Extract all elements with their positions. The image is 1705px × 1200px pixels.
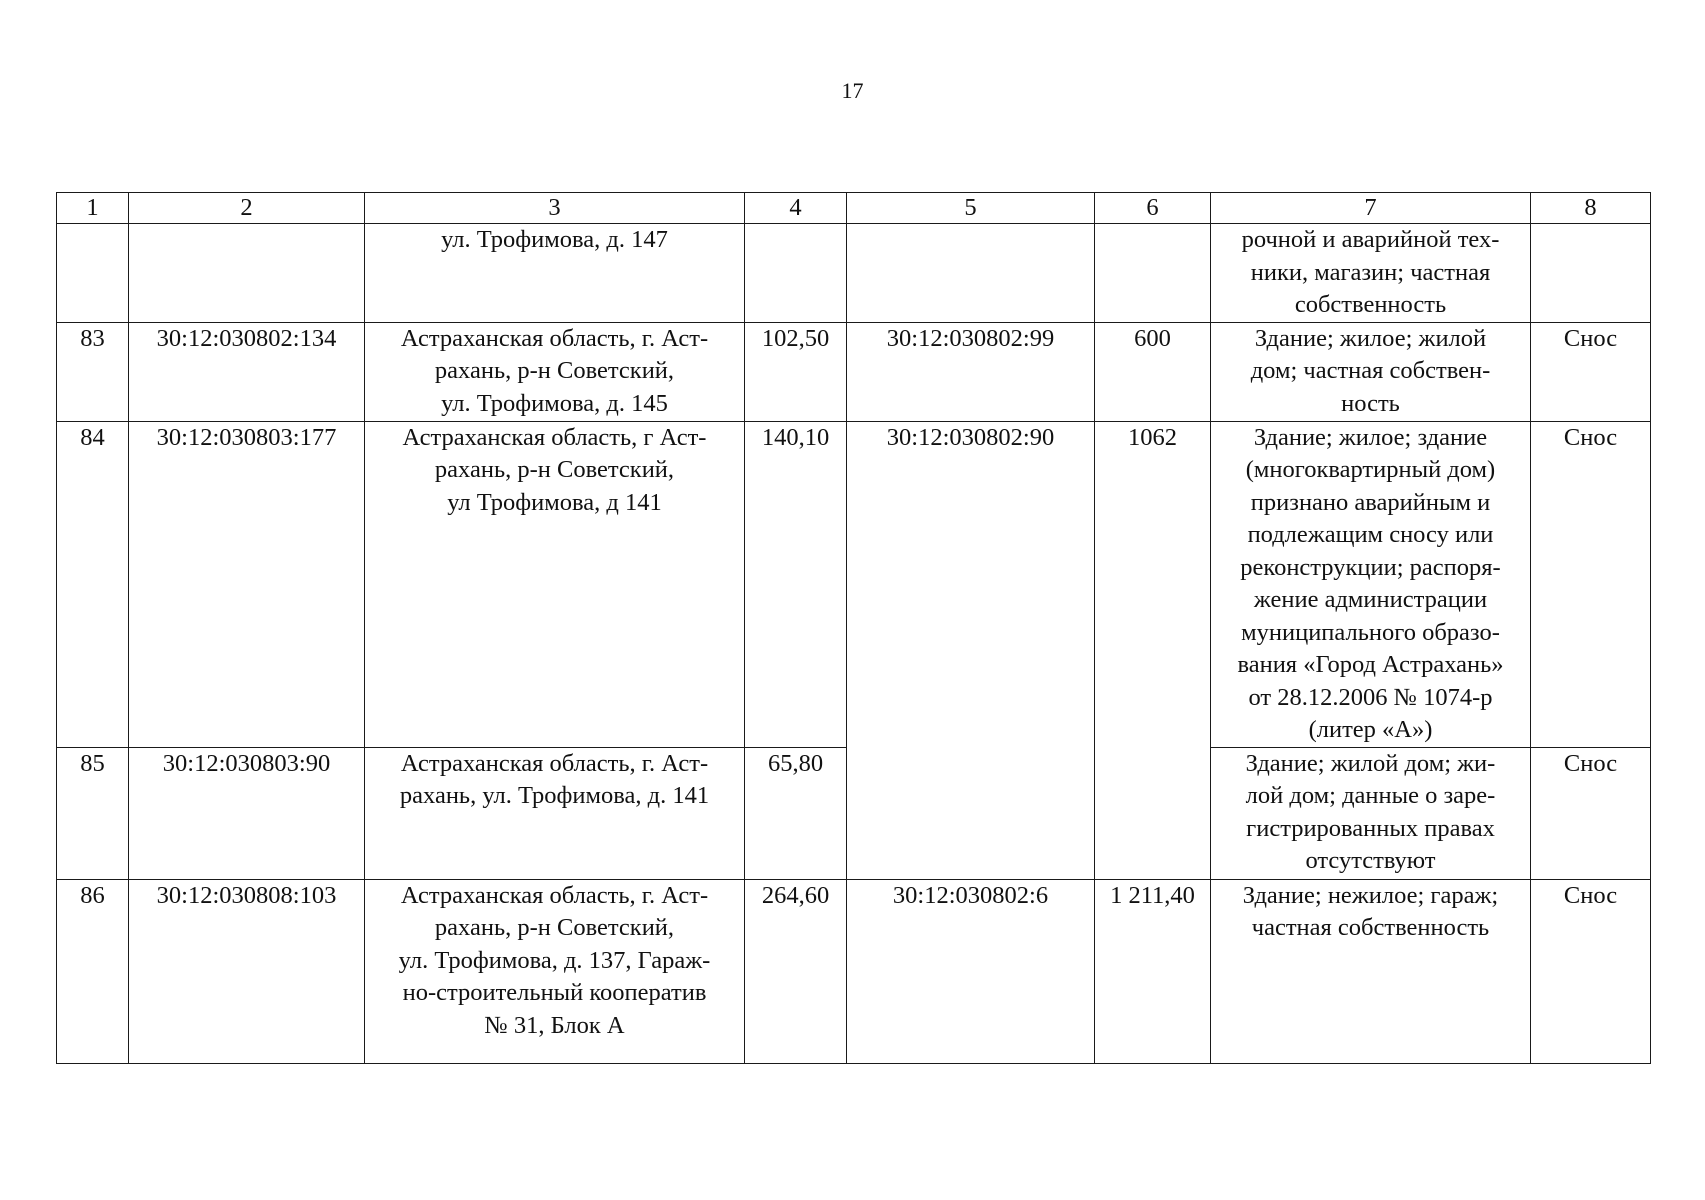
description-line: вания «Город Астрахань» <box>1237 651 1504 678</box>
cell-address <box>365 421 745 747</box>
cell-action: Снос <box>1531 421 1651 747</box>
address-line: рахань, ул. Трофимова, д. 141 <box>399 782 710 809</box>
column-header: 8 <box>1531 193 1651 224</box>
description-line: от 28.12.2006 № 1074-р <box>1248 683 1493 711</box>
address-line: ул. Трофимова, д. 145 <box>441 389 668 417</box>
cell-address <box>365 747 745 879</box>
column-header: 7 <box>1211 193 1531 224</box>
column-number-row <box>57 193 1651 224</box>
register-table <box>56 192 1651 1064</box>
description-line: признано аварийным и <box>1250 488 1491 516</box>
cell-area <box>745 224 847 323</box>
column-header: 5 <box>847 193 1095 224</box>
cell-num: 86 <box>57 879 129 1063</box>
description-line: Здание; жилое; жилой <box>1254 324 1487 352</box>
column-header: 3 <box>365 193 745 224</box>
description-line: рочной и аварийной тех- <box>1241 226 1500 253</box>
cell-cadastral: 30:12:030808:103 <box>129 879 365 1063</box>
cell-description <box>1211 747 1531 879</box>
column-header: 4 <box>745 193 847 224</box>
address-line: ул. Трофимова, д. 137, Гараж- <box>398 946 711 974</box>
description-line: реконструкции; распоря- <box>1240 553 1501 581</box>
description-line: ники, магазин; частная <box>1250 258 1491 286</box>
cell-cadastral: 30:12:030803:177 <box>129 421 365 747</box>
cell-area: 102,50 <box>745 322 847 421</box>
cell-land-cadastral <box>847 224 1095 323</box>
address-line: ул Трофимова, д 141 <box>447 488 662 516</box>
address-line: рахань, р-н Советский, <box>434 357 675 384</box>
cell-description <box>1211 322 1531 421</box>
cell-land-area <box>1095 224 1211 323</box>
cell-land-cadastral: 30:12:030802:99 <box>847 322 1095 421</box>
cell-description <box>1211 224 1531 323</box>
table-row <box>57 322 1651 421</box>
address-line: рахань, р-н Советский, <box>434 914 675 941</box>
column-header: 6 <box>1095 193 1211 224</box>
description-line: Здание; жилой дом; жи- <box>1245 749 1496 777</box>
cell-area: 140,10 <box>745 421 847 747</box>
cell-action <box>1531 224 1651 323</box>
cell-address <box>365 322 745 421</box>
description-line: Здание; жилое; здание <box>1253 423 1488 451</box>
column-header: 1 <box>57 193 129 224</box>
cell-action: Снос <box>1531 322 1651 421</box>
description-line: собственность <box>1294 291 1447 318</box>
table-row <box>57 879 1651 1063</box>
cell-num: 84 <box>57 421 129 747</box>
cell-cadastral: 30:12:030802:134 <box>129 322 365 421</box>
cell-address <box>365 224 745 323</box>
cell-description <box>1211 879 1531 1063</box>
description-line: гистрированных правах <box>1246 814 1495 842</box>
description-line: жение администрации <box>1253 586 1488 613</box>
cell-land-area: 600 <box>1095 322 1211 421</box>
cell-cadastral <box>129 224 365 323</box>
cell-action: Снос <box>1531 747 1651 879</box>
cell-num: 85 <box>57 747 129 879</box>
cell-land-cadastral: 30:12:030802:90 <box>847 421 1095 879</box>
description-line: (многоквартирный дом) <box>1245 456 1496 483</box>
address-line: но-строительный кооператив <box>402 979 707 1006</box>
description-line: ность <box>1341 389 1400 417</box>
description-line: дом; частная собствен- <box>1250 357 1491 384</box>
description-line: подлежащим сносу или <box>1247 521 1494 548</box>
cell-action: Снос <box>1531 879 1651 1063</box>
address-line: Астраханская область, г. Аст- <box>400 881 709 909</box>
address-line: Астраханская область, г. Аст- <box>400 324 709 352</box>
description-line: муниципального образо- <box>1241 618 1500 646</box>
cell-land-area: 1 211,40 <box>1095 879 1211 1063</box>
cell-address <box>365 879 745 1063</box>
address-line: ул. Трофимова, д. 147 <box>441 226 668 253</box>
cell-land-cadastral: 30:12:030802:6 <box>847 879 1095 1063</box>
description-line: Здание; нежилое; гараж; <box>1242 881 1499 909</box>
description-line: (литер «А») <box>1308 716 1433 743</box>
cell-num <box>57 224 129 323</box>
column-header: 2 <box>129 193 365 224</box>
cell-description <box>1211 421 1531 747</box>
address-line: № 31, Блок А <box>484 1011 625 1039</box>
description-line: отсутствуют <box>1305 847 1436 874</box>
cell-cadastral: 30:12:030803:90 <box>129 747 365 879</box>
address-line: Астраханская область, г Аст- <box>402 423 707 451</box>
table-row <box>57 421 1651 747</box>
cell-land-area: 1062 <box>1095 421 1211 879</box>
cell-area: 65,80 <box>745 747 847 879</box>
description-line: частная собственность <box>1251 914 1490 941</box>
continuation-row <box>57 224 1651 323</box>
address-line: рахань, р-н Советский, <box>434 456 675 483</box>
cell-num: 83 <box>57 322 129 421</box>
page-number: 17 <box>841 78 864 103</box>
cell-area: 264,60 <box>745 879 847 1063</box>
address-line: Астраханская область, г. Аст- <box>400 749 709 777</box>
description-line: лой дом; данные о заре- <box>1245 782 1496 809</box>
